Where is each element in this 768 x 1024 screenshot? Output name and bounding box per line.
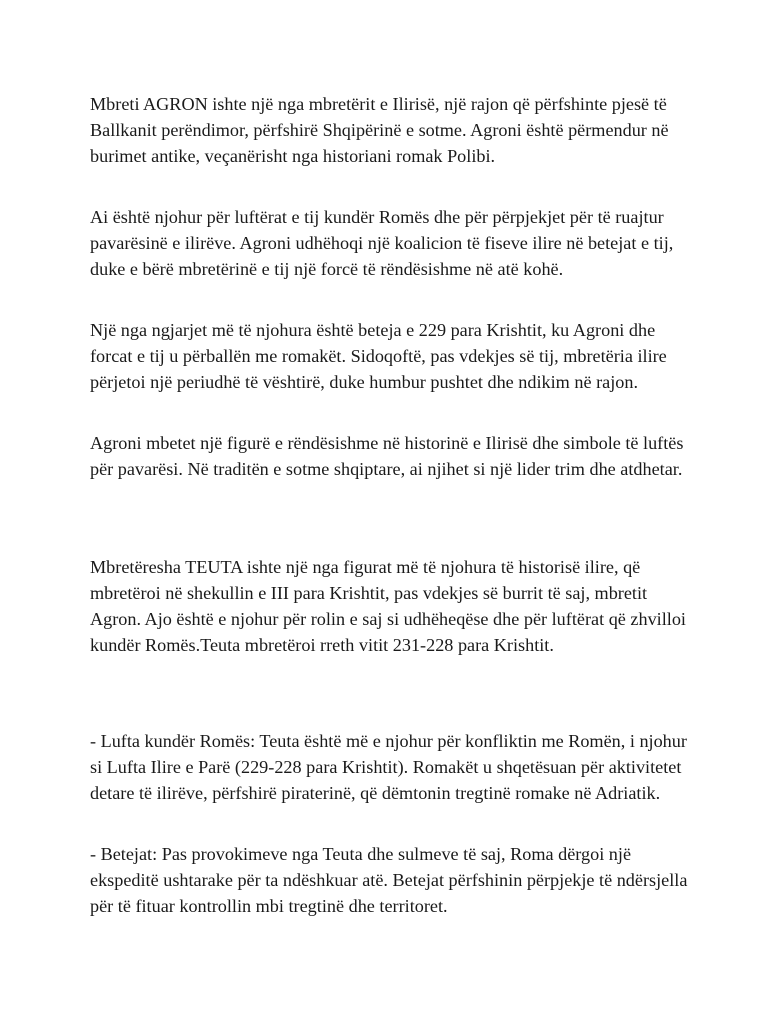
paragraph-teuta-war-rome: - Lufta kundër Romës: Teuta është më e njohur për konfliktin me Romën, i njohur si Lufta Ilire e Parë (229-228 para Krishtit). Romakët u shqetësuan për aktivitetet detare të ilirëve, përfshirë piraterinë, që dëmtonin tregtinë romake në Adriatik. <box>90 731 687 803</box>
paragraph-teuta-battles: - Betejat: Pas provokimeve nga Teuta dhe sulmeve të saj, Roma dërgoi një ekspeditë ushtarake për ta ndëshkuar atë. Betejat përfshinin përpjekje të ndërsjella për të fituar kontrollin mbi tregtinë dhe territoret. <box>90 844 688 916</box>
paragraph-agron-intro: Mbreti AGRON ishte një nga mbretërit e Ilirisë, një rajon që përfshinte pjesë të Ballkanit perëndimor, përfshirë Shqipërinë e sotme. Agroni është përmendur në burimet antike, veçanërisht nga historiani romak Polibi. <box>90 94 669 166</box>
paragraph-agron-wars: Ai është njohur për luftërat e tij kundër Romës dhe për përpjekjet për të ruajtur pavarësinë e ilirëve. Agroni udhëhoqi një koalicion të fiseve ilire në betejat e tij, duke e bërë mbretërinë e tij një forcë të rëndësishme në atë kohë. <box>90 207 674 279</box>
paragraph-teuta-intro: Mbretëresha TEUTA ishte një nga figurat më të njohura të historisë ilire, që mbretëroi në shekullin e III para Krishtit, pas vdekjes së burrit të saj, mbretit Agron. Ajo është e njohur për rolin e saj si udhëheqëse dhe për luftërat që zhvilloi kundër Romës.Teuta mbretëroi rreth vitit 231-228 para Krishtit. <box>90 557 686 655</box>
paragraph-agron-legacy: Agroni mbetet një figurë e rëndësishme në historinë e Ilirisë dhe simbole të luftës për pavarësi. Në traditën e sotme shqiptare, ai njihet si një lider trim dhe atdhetar. <box>90 433 684 479</box>
paragraph-agron-battle: Një nga ngjarjet më të njohura është beteja e 229 para Krishtit, ku Agroni dhe forcat e tij u përballën me romakët. Sidoqoftë, pas vdekjes së tij, mbretëria ilire përjetoi një periudhë të vështirë, duke humbur pushtet dhe ndikim në rajon. <box>90 320 667 392</box>
